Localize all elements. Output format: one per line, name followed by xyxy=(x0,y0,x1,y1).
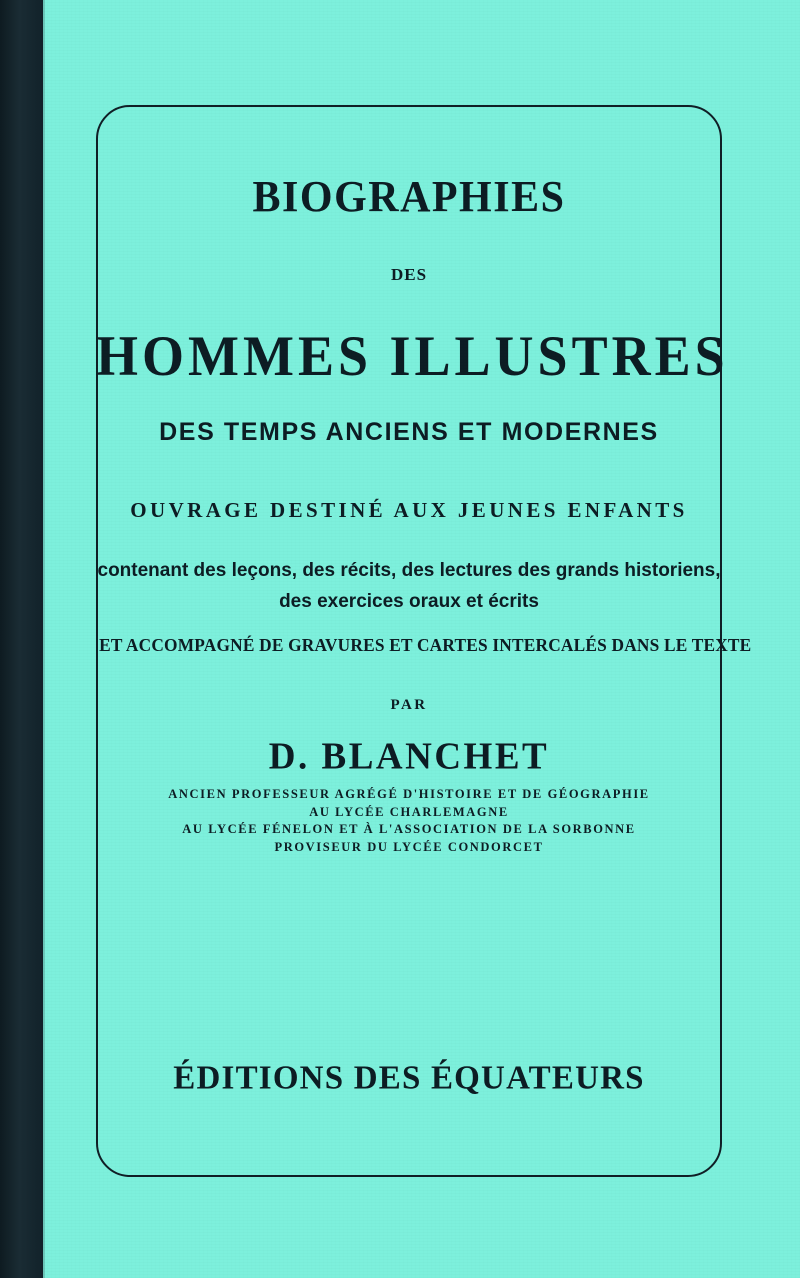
publisher-name: ÉDITIONS DES ÉQUATEURS xyxy=(173,1059,645,1097)
subtitle-illustrations: ET ACCOMPAGNÉ DE GRAVURES ET CARTES INTERCALÉS DANS LE TEXTE xyxy=(99,635,752,655)
subtitle-audience: OUVRAGE DESTINÉ AUX JEUNES ENFANTS xyxy=(130,498,688,522)
credential-line: AU LYCÉE CHARLEMAGNE xyxy=(309,804,509,819)
credential-line: ANCIEN PROFESSEUR AGRÉGÉ D'HISTOIRE ET DE GÉOGRAPHIE xyxy=(168,787,650,801)
subtitle-contents: contenant des leçons, des récits, des lectures des grands historiens, des exercices oraux et écrits xyxy=(97,560,721,612)
spine-edge-highlight xyxy=(43,0,45,1278)
credential-line: PROVISEUR DU LYCÉE CONDORCET xyxy=(274,839,544,854)
cover-text-block xyxy=(96,105,752,1177)
credential-line: AU LYCÉE FÉNELON ET À L'ASSOCIATION DE LA SORBONNE xyxy=(182,822,636,836)
author-credentials xyxy=(96,786,722,856)
subtitle-period: DES TEMPS ANCIENS ET MODERNES xyxy=(159,418,659,446)
author-name: D. BLANCHET xyxy=(268,735,550,778)
title-connector-des: DES xyxy=(390,265,428,284)
title-biographies: BIOGRAPHIES xyxy=(252,172,566,222)
byline-label: PAR xyxy=(390,697,428,713)
title-hommes-illustres: HOMMES ILLUSTRES xyxy=(96,324,729,388)
book-spine xyxy=(0,0,43,1278)
